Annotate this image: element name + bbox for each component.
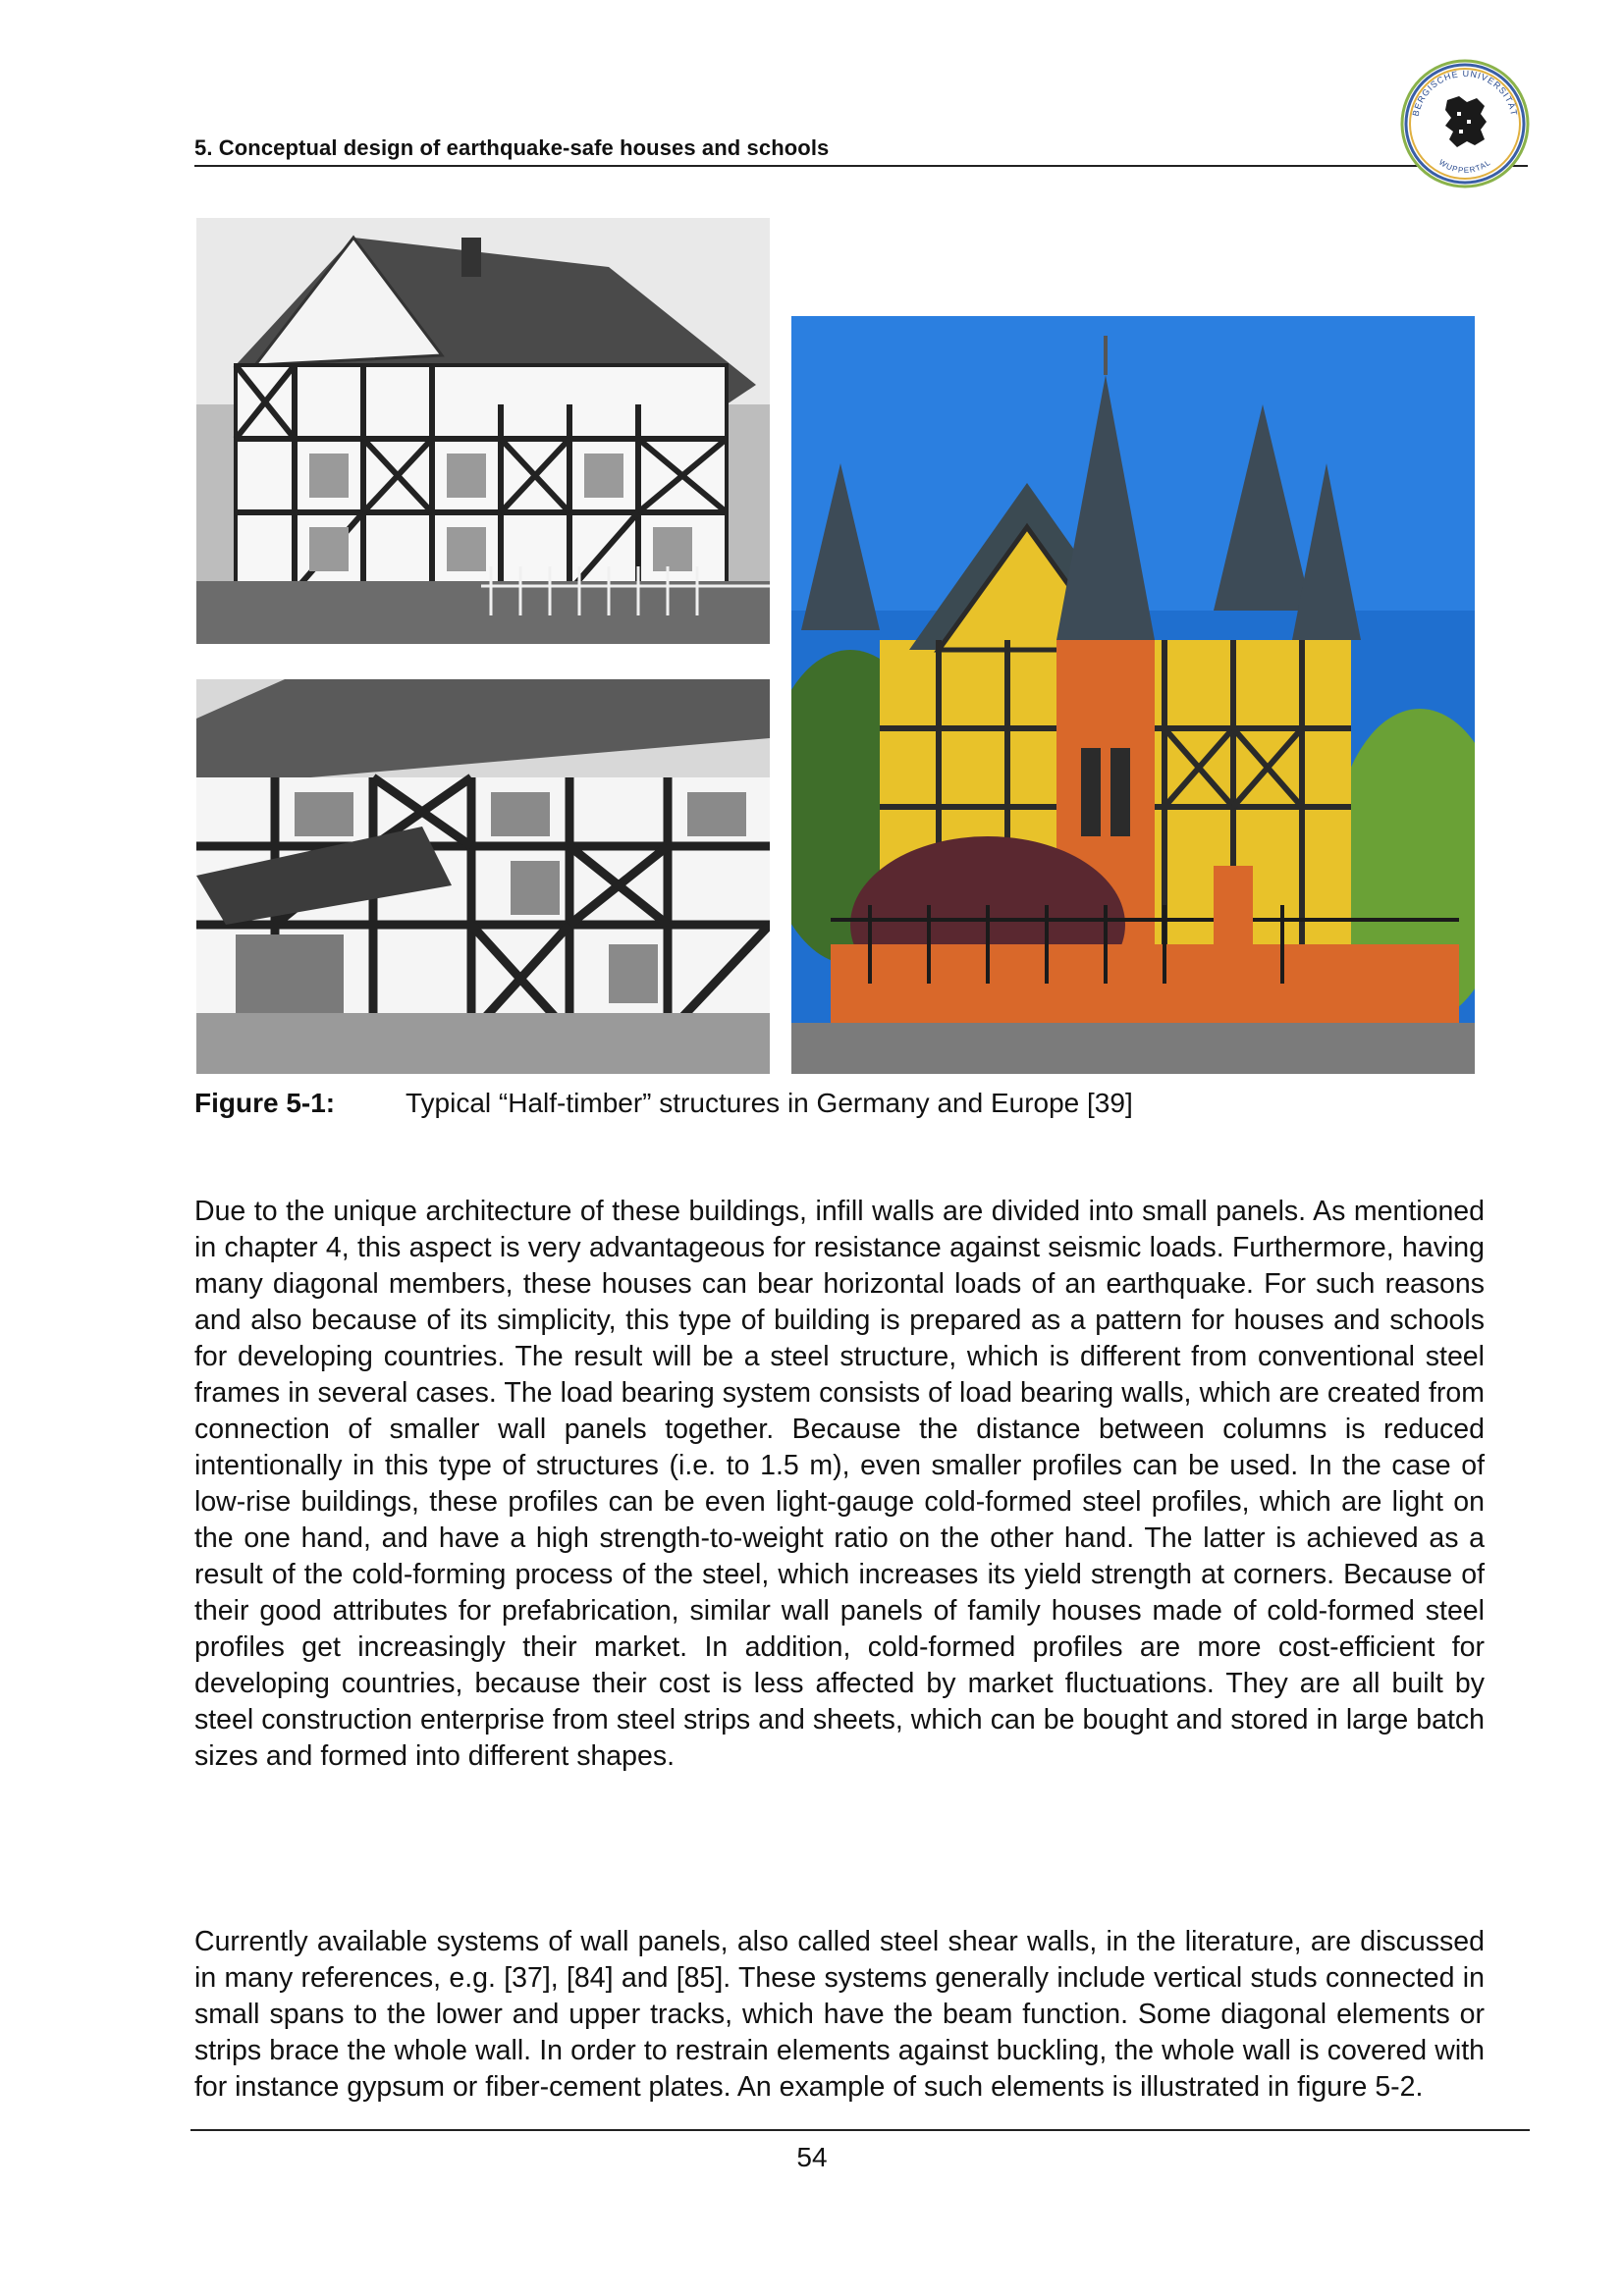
university-seal-logo [1398,57,1532,190]
figure-label: Figure 5-1: [194,1088,336,1118]
photo-half-timber-facade-grayscale [196,679,770,1074]
body-paragraph: Currently available systems of wall panels, also called steel shear walls, in the literature, are discussed in many references, e.g. [37], [84] and [85]. These systems generally include vertical studs connected in small spans to the lower and upper tracks, which have the beam function. Some diagonal elements or strips brace the whole wall. In order to restrain elements against buckling, the whole wall is covered with for instance gypsum or fiber-cement plates. An example of such elements is illustrated in figure 5-2. [194,1926,1485,2103]
seal-bottom-text: WUPPERTAL [1436,157,1493,176]
figure-caption [194,1088,1133,1119]
seal-top-text: BERGISCHE UNIVERSITÄT [1410,68,1520,118]
header-rule [194,165,1528,167]
photo-half-timber-house-grayscale [196,218,770,644]
photo-half-timber-villa-color [791,316,1475,1074]
figure-caption-text: Typical “Half-timber” structures in Germany and Europe [39] [406,1088,1133,1118]
page-number: 54 [796,2142,828,2172]
lion-emblem-icon [1445,96,1487,147]
running-header-title: 5. Conceptual design of earthquake-safe houses and schools [194,135,830,160]
body-paragraph: Due to the unique architecture of these buildings, infill walls are divided into small panels. As mentioned in chapter 4, this aspect is very advantageous for resistance against seismic loads. Furthermore, having many diagonal members, these houses can bear horizontal loads of an earthquake. For such reasons and also because of its simplicity, this type of building is prepared as a pattern for houses and schools for developing countries. The result will be a steel structure, which is different from conventional steel frames in several cases. The load bearing system consists of load bearing walls, which are created from connection of smaller wall panels together. Because the distance between columns is reduced intentionally in this type of structures (i.e. to 1.5 m), even smaller profiles can be used. In the case of low-rise buildings, these profiles can be even light-gauge cold-formed steel profiles, which are light on the one hand, and have a high strength-to-weight ratio on the other hand. The latter is achieved as a result of the cold-forming process of the steel, which increases its yield strength at corners. Because of their good attributes for prefabrication, similar wall panels of family houses made of cold-formed steel profiles get increasingly their market. In addition, cold-formed profiles are more cost-efficient for developing countries, because their cost is less affected by market fluctuations. They are all built by steel construction enterprise from steel strips and sheets, which can be bought and stored in large batch sizes and formed into different shapes. [194,1196,1485,1772]
footer-rule [190,2129,1530,2131]
